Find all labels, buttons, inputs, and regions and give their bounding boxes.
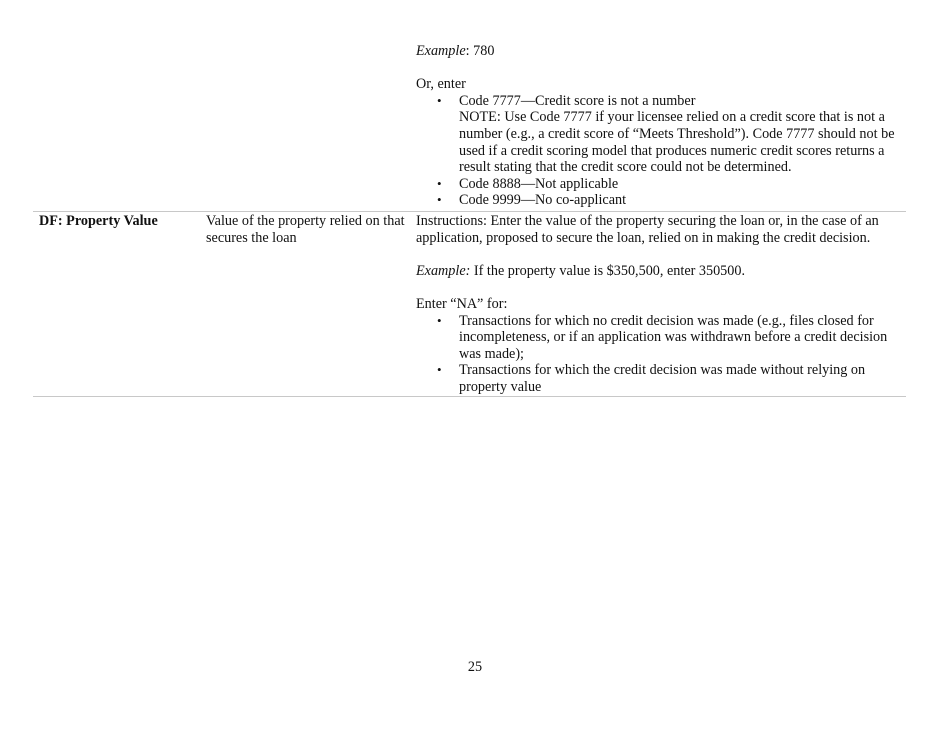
na-item-text: Transactions for which no credit decision was made (e.g., files closed for incompleteness, or if an application was withdrawn before a credit decision was made); xyxy=(459,312,888,362)
code-7777-label: Code 7777—Credit score is not a number xyxy=(459,92,696,109)
code-list xyxy=(416,93,904,209)
example-label: Example: xyxy=(416,262,471,279)
example-value: : 780 xyxy=(465,43,495,59)
list-item xyxy=(416,313,904,363)
example-label: Example xyxy=(416,43,466,59)
bullet-icon: • xyxy=(437,362,442,378)
na-item-text: Transactions for which the credit decision was made without relying on property value xyxy=(459,362,866,395)
code-9999-label: Code 9999—No co-applicant xyxy=(459,192,627,209)
bullet-icon: • xyxy=(437,92,442,108)
bullet-icon: • xyxy=(437,192,442,208)
example-line xyxy=(416,43,904,60)
table-bottom-border xyxy=(33,396,906,397)
code-7777-note: NOTE: Use Code 7777 if your licensee relied on a credit score that is not a number (e.g., a credit score of “Meets Threshold”). Code 7777 should not be used if a credit scoring model that produces numeric credit scores returns a result stating that the credit score could not be determined. xyxy=(459,109,895,176)
enter-na-text: Enter “NA” for: xyxy=(416,295,508,312)
list-item xyxy=(416,362,904,395)
example-line xyxy=(416,263,904,280)
bullet-icon: • xyxy=(437,312,442,328)
page-number: 25 xyxy=(467,659,483,675)
or-enter-text: Or, enter xyxy=(416,76,466,93)
example-text: If the property value is $350,500, enter 350500. xyxy=(470,262,745,279)
bullet-icon: • xyxy=(437,175,442,191)
code-8888-label: Code 8888—Not applicable xyxy=(459,175,619,192)
list-item xyxy=(416,192,904,209)
previous-row-continuation xyxy=(416,43,904,209)
field-name: DF: Property Value xyxy=(39,213,158,229)
field-instructions xyxy=(416,213,904,396)
list-item xyxy=(416,176,904,193)
na-list xyxy=(416,313,904,396)
instructions-text: Instructions: Enter the value of the property securing the loan or, in the case of an application, proposed to secure the loan, relied on in making the credit decision. xyxy=(416,213,879,246)
list-item xyxy=(416,93,904,176)
field-description: Value of the property relied on that secures the loan xyxy=(206,213,405,246)
table-row-divider xyxy=(33,211,906,212)
